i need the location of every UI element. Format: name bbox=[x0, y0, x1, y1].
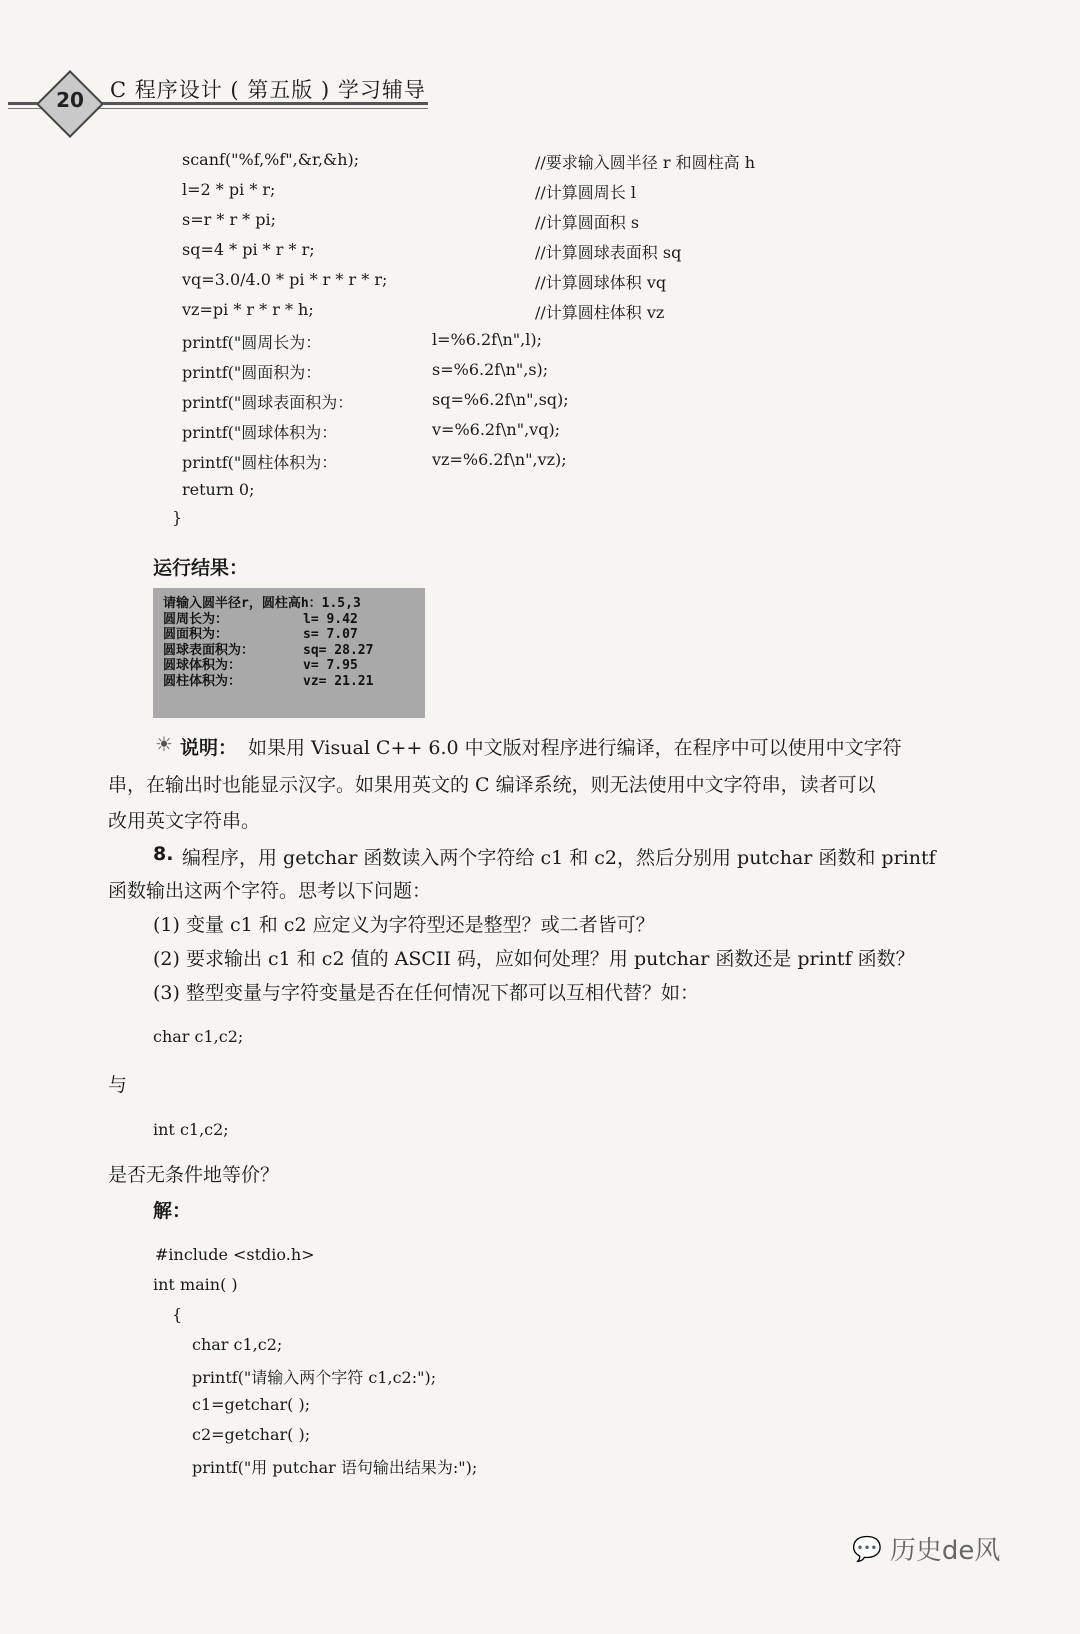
connector-text: 与 bbox=[108, 1074, 128, 1096]
code-line: vz=pi * r * r * h; bbox=[182, 300, 314, 319]
lightbulb-icon: ☀ bbox=[155, 732, 173, 756]
console-line bbox=[163, 658, 425, 674]
watermark bbox=[852, 1530, 1000, 1567]
code-comment: //计算圆面积 s bbox=[535, 213, 640, 232]
console-label: 请输入圆半径r，圆柱高h：1.5,3 bbox=[163, 596, 361, 611]
note-label: 说明： bbox=[180, 737, 238, 759]
code-line: int c1,c2; bbox=[153, 1120, 229, 1139]
printf-label: printf("圆柱体积为： bbox=[182, 453, 338, 472]
code-line: { bbox=[172, 1305, 183, 1324]
watermark-text: 历史de风 bbox=[889, 1536, 1001, 1566]
code-comment: //计算圆周长 l bbox=[535, 183, 636, 202]
console-value: vz= 21.21 bbox=[303, 673, 374, 689]
console-label: 圆球体积为： bbox=[163, 658, 242, 673]
console-value: v= 7.95 bbox=[303, 658, 358, 673]
code-comment: //计算圆柱体积 vz bbox=[535, 303, 665, 322]
code-line: #include <stdio.h> bbox=[155, 1245, 315, 1264]
printf-label: printf("圆周长为： bbox=[182, 333, 322, 352]
console-label: 圆周长为： bbox=[163, 611, 229, 627]
return-statement: return 0; bbox=[182, 480, 255, 499]
code-comment: //要求输入圆半径 r 和圆柱高 h bbox=[535, 153, 755, 172]
console-line bbox=[163, 612, 425, 628]
code-line: int main( ) bbox=[153, 1275, 238, 1294]
printf-label: printf("圆球表面积为： bbox=[182, 393, 354, 412]
printf-format: l=%6.2f\n",l); bbox=[432, 330, 542, 349]
page-number: 20 bbox=[56, 88, 84, 112]
question-text: 编程序，用 getchar 函数读入两个字符给 c1 和 c2，然后分别用 putchar 函数和 printf bbox=[182, 847, 936, 869]
code-line: c2=getchar( ); bbox=[192, 1425, 311, 1444]
sub-question: (1) 变量 c1 和 c2 应定义为字符型还是整型？或二者皆可？ bbox=[153, 914, 655, 936]
console-line bbox=[163, 643, 425, 659]
closing-brace: } bbox=[172, 508, 183, 527]
console-line bbox=[163, 596, 425, 612]
code-line: sq=4 * pi * r * r; bbox=[182, 240, 315, 259]
question-number: 8. bbox=[153, 843, 174, 865]
note-text: 改用英文字符串。 bbox=[108, 810, 261, 832]
printf-format: sq=%6.2f\n",sq); bbox=[432, 390, 569, 409]
code-comment: //计算圆球表面积 sq bbox=[535, 243, 682, 262]
console-label: 圆柱体积为： bbox=[163, 673, 242, 689]
run-result-heading: 运行结果： bbox=[153, 557, 249, 579]
console-line bbox=[163, 627, 425, 643]
console-value: l= 9.42 bbox=[303, 611, 358, 627]
console-output bbox=[153, 588, 425, 718]
wechat-icon: 💬 bbox=[852, 1534, 882, 1563]
code-line: s=r * r * pi; bbox=[182, 210, 277, 229]
printf-label: printf("圆面积为： bbox=[182, 363, 322, 382]
console-value: s= 7.07 bbox=[303, 627, 358, 642]
printf-format: vz=%6.2f\n",vz); bbox=[432, 450, 567, 469]
console-label: 圆面积为： bbox=[163, 627, 229, 642]
printf-label: printf("圆球体积为： bbox=[182, 423, 338, 442]
code-line: l=2 * pi * r; bbox=[182, 180, 276, 199]
code-line: char c1,c2; bbox=[192, 1335, 283, 1354]
book-title: C 程序设计 ( 第五版 ) 学习辅导 bbox=[110, 78, 426, 102]
console-value: sq= 28.27 bbox=[303, 642, 374, 658]
sub-question: (2) 要求输出 c1 和 c2 值的 ASCII 码，应如何处理？用 putchar 函数还是 printf 函数？ bbox=[153, 948, 915, 970]
note-text: 如果用 Visual C++ 6.0 中文版对程序进行编译，在程序中可以使用中文字符 bbox=[248, 737, 902, 759]
note-text: 串，在输出时也能显示汉字。如果用英文的 C 编译系统，则无法使用中文字符串，读者可以 bbox=[108, 774, 876, 796]
console-label: 圆球表面积为： bbox=[163, 642, 255, 658]
solution-heading: 解： bbox=[153, 1200, 192, 1222]
printf-format: s=%6.2f\n",s); bbox=[432, 360, 549, 379]
code-line: vq=3.0/4.0 * pi * r * r * r; bbox=[182, 270, 388, 289]
code-line: printf("请输入两个字符 c1,c2:"); bbox=[192, 1368, 437, 1387]
code-line: scanf("%f,%f",&r,&h); bbox=[182, 150, 360, 169]
code-line: c1=getchar( ); bbox=[192, 1395, 311, 1414]
code-comment: //计算圆球体积 vq bbox=[535, 273, 667, 292]
question-text: 是否无条件地等价？ bbox=[108, 1164, 280, 1186]
code-line: printf("用 putchar 语句输出结果为:"); bbox=[192, 1458, 478, 1477]
console-line bbox=[163, 674, 425, 690]
code-line: char c1,c2; bbox=[153, 1027, 244, 1046]
sub-question: (3) 整型变量与字符变量是否在任何情况下都可以互相代替？如： bbox=[153, 982, 699, 1004]
question-text: 函数输出这两个字符。思考以下问题： bbox=[108, 880, 432, 902]
printf-format: v=%6.2f\n",vq); bbox=[432, 420, 561, 439]
